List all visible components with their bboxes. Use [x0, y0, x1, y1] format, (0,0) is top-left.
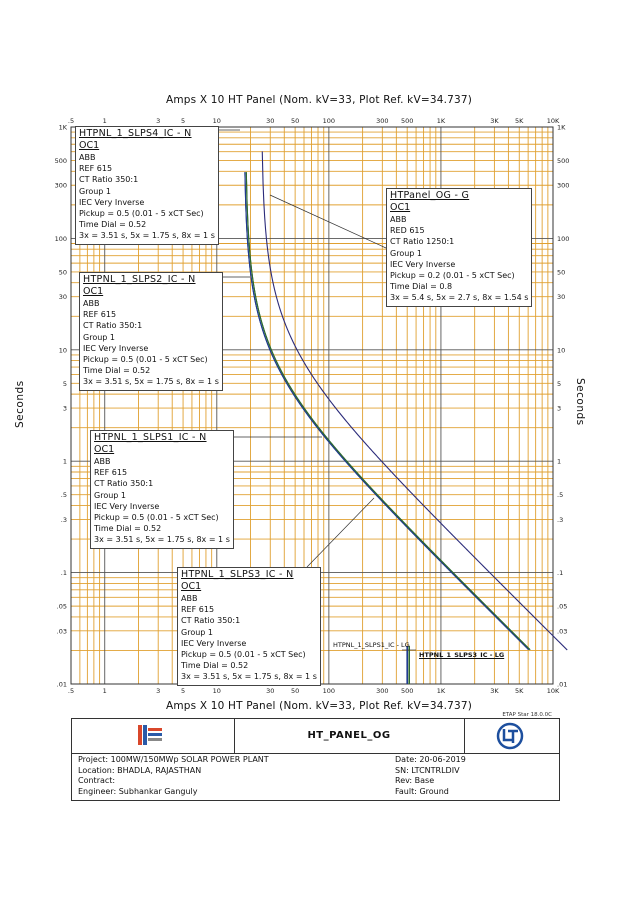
x-tick-label: 10: [212, 687, 221, 695]
label-slps4-title: HTPNL_1_SLPS4_IC - N: [79, 128, 192, 139]
x-tick-label: 500: [400, 117, 414, 125]
label-line: REF 615: [79, 164, 113, 174]
label-slps3-lg: HTPNL_1_SLPS3_IC - LG: [419, 651, 505, 659]
title-block: [71, 718, 560, 801]
label-og-title: HTPanel_OG - G: [390, 190, 470, 201]
label-line: Pickup = 0.5 (0.01 - 5 xCT Sec): [181, 650, 306, 660]
label-og: [386, 188, 532, 307]
label-line: IEC Very Inverse: [79, 197, 145, 207]
label-line: 3x = 5.4 s, 5x = 2.7 s, 8x = 1.54 s: [390, 293, 529, 303]
lt-logo: [464, 719, 559, 753]
x-tick-label: 300: [376, 117, 389, 125]
x-tick-label: 5: [180, 117, 186, 125]
etap-version: ETAP Star 18.0.0C: [502, 712, 552, 718]
lt-logo-icon: [464, 719, 559, 753]
label-line: Time Dial = 0.52: [181, 661, 249, 671]
y-axis-label-right: Seconds: [574, 378, 586, 426]
label-slps2: [79, 272, 223, 391]
project: Project: 100MW/150MWp SOLAR POWER PLANT: [78, 755, 269, 764]
label-line: CT Ratio 350:1: [181, 616, 241, 626]
y-tick-label: 50: [58, 268, 67, 277]
y-tick-label: .3: [557, 515, 564, 524]
label-slps4: [75, 126, 219, 245]
label-line: Group 1: [94, 490, 126, 500]
x-tick-label: 3K: [490, 687, 499, 695]
y-tick-label: .1: [60, 569, 67, 578]
label-slps1-title: HTPNL_1_SLPS1_IC - N: [94, 432, 207, 443]
y-tick-labels-left: [55, 124, 68, 689]
y-tick-label: 10: [58, 346, 67, 355]
label-line: 3x = 3.51 s, 5x = 1.75 s, 8x = 1 s: [83, 377, 219, 387]
x-tick-label: .5: [67, 687, 75, 695]
label-line: ABB: [181, 594, 198, 603]
label-line: Group 1: [390, 248, 422, 258]
label-line: IEC Very Inverse: [181, 638, 247, 648]
y-tick-label: .05: [56, 602, 67, 611]
y-tick-label: .05: [557, 602, 568, 611]
label-line: ABB: [94, 457, 111, 466]
chart-title-top: Amps X 10 HT Panel (Nom. kV=33, Plot Ref. kV=34.737): [165, 94, 473, 106]
label-line: Group 1: [83, 332, 115, 342]
x-tick-label: 5K: [515, 117, 524, 125]
y-tick-label: 30: [58, 293, 67, 302]
label-line: ABB: [79, 153, 96, 162]
x-tick-label: 5: [180, 687, 186, 695]
diagram-name: HT_PANEL_OG: [234, 719, 465, 753]
x-tick-labels-bottom: [68, 687, 560, 695]
label-line: 3x = 3.51 s, 5x = 1.75 s, 8x = 1 s: [79, 231, 215, 241]
label-slps4-sub: OC1: [79, 140, 100, 151]
x-tick-label: 30: [266, 687, 275, 695]
x-tick-label: 10: [212, 117, 221, 125]
x-tick-label: 3: [156, 117, 161, 125]
y-tick-label: 300: [54, 181, 67, 190]
label-line: ABB: [390, 215, 407, 224]
y-tick-label: 300: [557, 181, 570, 190]
chart-title-bottom: Amps X 10 HT Panel (Nom. kV=33, Plot Ref. kV=34.737): [165, 700, 473, 712]
label-slps1-sub: OC1: [94, 444, 115, 455]
y-tick-label: .03: [56, 627, 67, 636]
fault: Fault: Ground: [395, 786, 449, 796]
label-slps2-sub: OC1: [83, 286, 104, 297]
date: Date: 20-06-2019: [395, 755, 466, 764]
x-tick-label: 3: [156, 687, 161, 695]
y-tick-label: 100: [54, 234, 67, 243]
y-axis-label-left: Seconds: [14, 380, 26, 428]
label-line: REF 615: [83, 310, 117, 320]
label-line: CT Ratio 350:1: [83, 321, 143, 331]
label-line: CT Ratio 350:1: [79, 175, 139, 185]
label-line: Time Dial = 0.52: [83, 366, 151, 376]
label-line: 3x = 3.51 s, 5x = 1.75 s, 8x = 1 s: [94, 535, 230, 545]
y-tick-label: .01: [56, 680, 67, 689]
client-logo-icon: [72, 719, 232, 753]
x-tick-label: 5K: [515, 687, 524, 695]
y-tick-label: .3: [60, 515, 67, 524]
label-line: RED 615: [390, 226, 425, 236]
label-line: Time Dial = 0.52: [94, 524, 162, 534]
label-slps1-lg: HTPNL_1_SLPS1_IC - LG: [333, 641, 410, 649]
logo-row: [72, 719, 559, 754]
x-tick-label: 100: [322, 117, 336, 125]
y-tick-label: .1: [557, 569, 564, 578]
y-tick-label: 500: [557, 157, 570, 166]
label-line: Pickup = 0.2 (0.01 - 5 xCT Sec): [390, 271, 515, 281]
y-tick-label: 1: [62, 457, 67, 466]
label-slps3-title: HTPNL_1_SLPS3_IC - N: [181, 569, 294, 580]
y-tick-label: 500: [54, 157, 67, 166]
y-tick-label: .03: [557, 627, 568, 636]
study-info: [395, 755, 466, 797]
x-tick-label: 50: [290, 687, 300, 695]
x-tick-label: 10K: [546, 687, 560, 695]
label-line: ABB: [83, 299, 100, 308]
label-line: Time Dial = 0.8: [390, 282, 453, 292]
engineer: Engineer: Subhankar Ganguly: [78, 786, 198, 796]
x-tick-label: 100: [322, 687, 336, 695]
x-tick-label: 500: [400, 687, 414, 695]
x-tick-label: 300: [376, 687, 389, 695]
x-tick-label: 30: [266, 117, 275, 125]
y-tick-label: 5: [62, 379, 67, 388]
leader-line: [307, 498, 374, 567]
label-line: Group 1: [79, 186, 111, 196]
label-line: CT Ratio 350:1: [94, 479, 154, 489]
y-tick-label: 100: [557, 234, 570, 243]
label-line: REF 615: [181, 605, 215, 615]
y-tick-label: 30: [557, 293, 566, 302]
label-og-sub: OC1: [390, 202, 411, 213]
label-slps3-sub: OC1: [181, 581, 202, 592]
x-tick-label: 10K: [546, 117, 560, 125]
label-line: IEC Very Inverse: [390, 259, 456, 269]
y-tick-label: .5: [557, 491, 564, 500]
x-tick-label: .5: [67, 117, 75, 125]
y-tick-label: .5: [60, 491, 67, 500]
x-tick-label: 1K: [436, 117, 446, 125]
rev: Rev: Base: [395, 776, 435, 785]
y-tick-label: 3: [62, 404, 67, 413]
label-line: Pickup = 0.5 (0.01 - 5 xCT Sec): [83, 355, 208, 365]
y-tick-label: .01: [557, 680, 568, 689]
label-line: Group 1: [181, 627, 213, 637]
label-line: IEC Very Inverse: [83, 343, 149, 353]
x-tick-label: 1K: [436, 687, 446, 695]
client-logo: [72, 719, 235, 753]
x-tick-label: 50: [290, 117, 300, 125]
y-tick-label: 10: [557, 346, 566, 355]
label-line: CT Ratio 1250:1: [390, 237, 455, 247]
project-info: [78, 755, 269, 797]
y-tick-label: 5: [557, 379, 562, 388]
y-tick-label: 1: [557, 457, 562, 466]
label-line: Time Dial = 0.52: [79, 220, 147, 230]
label-slps3: [177, 567, 321, 686]
location: Location: BHADLA, RAJASTHAN: [78, 765, 202, 775]
label-line: REF 615: [94, 468, 128, 478]
y-tick-label: 1K: [557, 123, 566, 132]
y-tick-label: 1K: [58, 123, 67, 132]
x-tick-label: 1: [102, 117, 107, 125]
contract: Contract:: [78, 776, 116, 785]
y-tick-label: 3: [557, 404, 562, 413]
leader-line: [270, 195, 386, 248]
label-line: Pickup = 0.5 (0.01 - 5 xCT Sec): [79, 209, 204, 219]
label-line: 3x = 3.51 s, 5x = 1.75 s, 8x = 1 s: [181, 672, 317, 682]
x-tick-label: 1: [102, 687, 107, 695]
label-slps1: [90, 430, 234, 549]
label-slps2-title: HTPNL_1_SLPS2_IC - N: [83, 274, 196, 285]
x-tick-label: 3K: [490, 117, 499, 125]
y-tick-label: 50: [557, 268, 566, 277]
label-line: Pickup = 0.5 (0.01 - 5 xCT Sec): [94, 513, 219, 523]
x-tick-labels-top: [68, 117, 560, 125]
sn: SN: LTCNTRLDIV: [395, 765, 460, 775]
label-line: IEC Very Inverse: [94, 501, 160, 511]
y-tick-labels-right: [557, 124, 569, 689]
